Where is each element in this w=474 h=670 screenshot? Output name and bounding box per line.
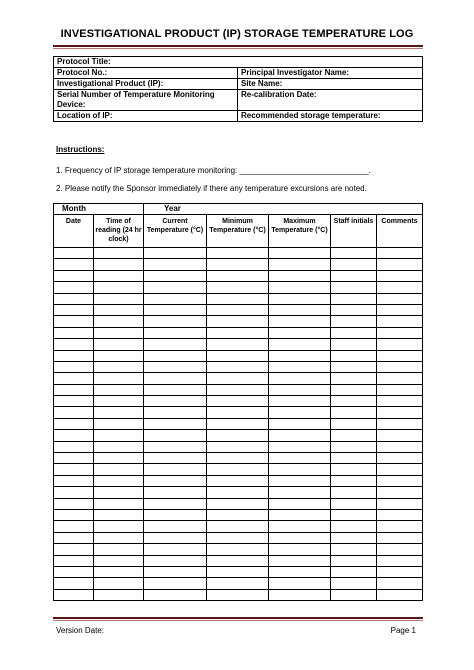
cell-current-temp[interactable]	[144, 578, 207, 589]
cell-staff-initials[interactable]	[331, 441, 377, 452]
column-header-min-temp: Minimum Temperature (°C)	[207, 215, 269, 248]
cell-current-temp[interactable]	[144, 373, 207, 384]
cell-min-temp[interactable]	[207, 407, 269, 418]
column-header-staff-initials: Staff initials	[331, 215, 377, 248]
cell-staff-initials[interactable]	[331, 350, 377, 361]
table-row	[54, 373, 423, 384]
principal-investigator-field[interactable]: Principal Investigator Name:	[238, 68, 423, 79]
cell-date[interactable]	[54, 532, 94, 543]
instructions-heading: Instructions:	[56, 145, 105, 154]
cell-current-temp[interactable]	[144, 248, 207, 259]
cell-max-temp[interactable]	[269, 453, 331, 464]
cell-staff-initials[interactable]	[331, 521, 377, 532]
cell-comments[interactable]	[377, 441, 423, 452]
cell-current-temp[interactable]	[144, 418, 207, 429]
cell-time[interactable]	[94, 464, 144, 475]
cell-time[interactable]	[94, 373, 144, 384]
footer-divider	[53, 617, 423, 619]
cell-staff-initials[interactable]	[331, 373, 377, 384]
cell-max-temp[interactable]	[269, 578, 331, 589]
cell-time[interactable]	[94, 304, 144, 315]
cell-date[interactable]	[54, 578, 94, 589]
cell-comments[interactable]	[377, 407, 423, 418]
cell-min-temp[interactable]	[207, 270, 269, 281]
cell-date[interactable]	[54, 248, 94, 259]
cell-current-temp[interactable]	[144, 384, 207, 395]
cell-current-temp[interactable]	[144, 350, 207, 361]
temperature-log-table	[53, 203, 423, 601]
cell-staff-initials[interactable]	[331, 566, 377, 577]
cell-max-temp[interactable]	[269, 521, 331, 532]
cell-min-temp[interactable]	[207, 544, 269, 555]
cell-date[interactable]	[54, 487, 94, 498]
cell-comments[interactable]	[377, 270, 423, 281]
cell-date[interactable]	[54, 430, 94, 441]
cell-comments[interactable]	[377, 498, 423, 509]
column-header-max-temp: Maximum Temperature (°C)	[269, 215, 331, 248]
cell-min-temp[interactable]	[207, 487, 269, 498]
cell-date[interactable]	[54, 544, 94, 555]
cell-current-temp[interactable]	[144, 304, 207, 315]
cell-max-temp[interactable]	[269, 544, 331, 555]
cell-staff-initials[interactable]	[331, 270, 377, 281]
cell-max-temp[interactable]	[269, 270, 331, 281]
cell-current-temp[interactable]	[144, 589, 207, 600]
cell-date[interactable]	[54, 453, 94, 464]
cell-time[interactable]	[94, 339, 144, 350]
cell-current-temp[interactable]	[144, 293, 207, 304]
table-row	[54, 498, 423, 509]
cell-comments[interactable]	[377, 259, 423, 270]
table-row	[54, 327, 423, 338]
cell-time[interactable]	[94, 498, 144, 509]
cell-comments[interactable]	[377, 453, 423, 464]
cell-staff-initials[interactable]	[331, 396, 377, 407]
investigational-product-field[interactable]: Investigational Product (IP):	[54, 79, 238, 90]
table-row	[54, 293, 423, 304]
table-row	[54, 384, 423, 395]
cell-current-temp[interactable]	[144, 396, 207, 407]
cell-time[interactable]	[94, 396, 144, 407]
cell-min-temp[interactable]	[207, 418, 269, 429]
cell-time[interactable]	[94, 475, 144, 486]
cell-comments[interactable]	[377, 521, 423, 532]
table-row	[54, 316, 423, 327]
cell-date[interactable]	[54, 589, 94, 600]
cell-max-temp[interactable]	[269, 441, 331, 452]
cell-comments[interactable]	[377, 327, 423, 338]
table-row	[54, 566, 423, 577]
cell-date[interactable]	[54, 304, 94, 315]
table-row	[54, 487, 423, 498]
protocol-no-field[interactable]: Protocol No.:	[54, 68, 238, 79]
cell-date[interactable]	[54, 361, 94, 372]
cell-max-temp[interactable]	[269, 487, 331, 498]
cell-time[interactable]	[94, 555, 144, 566]
cell-staff-initials[interactable]	[331, 384, 377, 395]
cell-time[interactable]	[94, 270, 144, 281]
cell-comments[interactable]	[377, 384, 423, 395]
table-row	[54, 350, 423, 361]
cell-staff-initials[interactable]	[331, 316, 377, 327]
cell-time[interactable]	[94, 544, 144, 555]
cell-time[interactable]	[94, 350, 144, 361]
cell-date[interactable]	[54, 282, 94, 293]
recommended-storage-field[interactable]: Recommended storage temperature:	[238, 111, 423, 122]
cell-date[interactable]	[54, 464, 94, 475]
cell-max-temp[interactable]	[269, 248, 331, 259]
cell-min-temp[interactable]	[207, 282, 269, 293]
year-label[interactable]: Year	[144, 204, 423, 215]
table-row	[54, 248, 423, 259]
table-row	[54, 361, 423, 372]
cell-date[interactable]	[54, 407, 94, 418]
table-row	[54, 475, 423, 486]
cell-date[interactable]	[54, 339, 94, 350]
cell-time[interactable]	[94, 441, 144, 452]
cell-current-temp[interactable]	[144, 282, 207, 293]
title-divider-light	[53, 48, 423, 49]
cell-comments[interactable]	[377, 475, 423, 486]
cell-staff-initials[interactable]	[331, 293, 377, 304]
column-header-time: Time of reading (24 hr clock)	[94, 215, 144, 248]
cell-max-temp[interactable]	[269, 259, 331, 270]
cell-current-temp[interactable]	[144, 464, 207, 475]
cell-current-temp[interactable]	[144, 555, 207, 566]
cell-min-temp[interactable]	[207, 566, 269, 577]
location-field[interactable]: Location of IP:	[54, 111, 238, 122]
column-header-date: Date	[54, 215, 94, 248]
cell-min-temp[interactable]	[207, 327, 269, 338]
cell-time[interactable]	[94, 282, 144, 293]
cell-time[interactable]	[94, 487, 144, 498]
cell-comments[interactable]	[377, 373, 423, 384]
cell-date[interactable]	[54, 498, 94, 509]
cell-min-temp[interactable]	[207, 259, 269, 270]
table-row	[54, 578, 423, 589]
cell-max-temp[interactable]	[269, 475, 331, 486]
cell-min-temp[interactable]	[207, 498, 269, 509]
cell-current-temp[interactable]	[144, 361, 207, 372]
cell-time[interactable]	[94, 259, 144, 270]
cell-date[interactable]	[54, 555, 94, 566]
cell-staff-initials[interactable]	[331, 464, 377, 475]
cell-max-temp[interactable]	[269, 373, 331, 384]
cell-comments[interactable]	[377, 509, 423, 520]
serial-number-field[interactable]: Serial Number of Temperature Monitoring Device:	[54, 90, 238, 111]
cell-staff-initials[interactable]	[331, 259, 377, 270]
table-row	[54, 304, 423, 315]
cell-date[interactable]	[54, 418, 94, 429]
cell-max-temp[interactable]	[269, 509, 331, 520]
cell-comments[interactable]	[377, 589, 423, 600]
cell-min-temp[interactable]	[207, 384, 269, 395]
table-row	[54, 441, 423, 452]
cell-max-temp[interactable]	[269, 350, 331, 361]
cell-max-temp[interactable]	[269, 532, 331, 543]
cell-min-temp[interactable]	[207, 441, 269, 452]
version-date: Version Date:	[56, 626, 105, 635]
table-row	[54, 509, 423, 520]
cell-comments[interactable]	[377, 361, 423, 372]
cell-date[interactable]	[54, 270, 94, 281]
cell-staff-initials[interactable]	[331, 555, 377, 566]
cell-date[interactable]	[54, 521, 94, 532]
cell-date[interactable]	[54, 293, 94, 304]
cell-staff-initials[interactable]	[331, 361, 377, 372]
cell-comments[interactable]	[377, 396, 423, 407]
footer-divider-light	[53, 620, 423, 621]
cell-time[interactable]	[94, 361, 144, 372]
instruction-item-1: 1. Frequency of IP storage temperature monitoring: _____________________________.	[56, 166, 371, 175]
cell-max-temp[interactable]	[269, 293, 331, 304]
cell-min-temp[interactable]	[207, 373, 269, 384]
month-label[interactable]: Month	[54, 204, 144, 215]
cell-time[interactable]	[94, 430, 144, 441]
cell-current-temp[interactable]	[144, 532, 207, 543]
title-divider	[53, 45, 423, 47]
cell-min-temp[interactable]	[207, 589, 269, 600]
cell-date[interactable]	[54, 566, 94, 577]
cell-current-temp[interactable]	[144, 566, 207, 577]
cell-date[interactable]	[54, 396, 94, 407]
table-row	[54, 555, 423, 566]
cell-current-temp[interactable]	[144, 316, 207, 327]
cell-date[interactable]	[54, 350, 94, 361]
cell-comments[interactable]	[377, 578, 423, 589]
cell-staff-initials[interactable]	[331, 578, 377, 589]
cell-date[interactable]	[54, 384, 94, 395]
cell-max-temp[interactable]	[269, 566, 331, 577]
instruction-item-2: 2. Please notify the Sponsor immediately if there any temperature excursions are noted.	[56, 184, 367, 193]
cell-comments[interactable]	[377, 282, 423, 293]
cell-time[interactable]	[94, 407, 144, 418]
cell-staff-initials[interactable]	[331, 453, 377, 464]
cell-max-temp[interactable]	[269, 339, 331, 350]
cell-time[interactable]	[94, 578, 144, 589]
cell-staff-initials[interactable]	[331, 532, 377, 543]
table-row	[54, 259, 423, 270]
cell-time[interactable]	[94, 316, 144, 327]
table-row	[54, 430, 423, 441]
page-number: Page 1	[390, 626, 416, 635]
cell-current-temp[interactable]	[144, 509, 207, 520]
cell-max-temp[interactable]	[269, 327, 331, 338]
cell-current-temp[interactable]	[144, 270, 207, 281]
cell-min-temp[interactable]	[207, 293, 269, 304]
cell-comments[interactable]	[377, 316, 423, 327]
cell-current-temp[interactable]	[144, 475, 207, 486]
cell-comments[interactable]	[377, 304, 423, 315]
table-row	[54, 270, 423, 281]
cell-max-temp[interactable]	[269, 589, 331, 600]
cell-time[interactable]	[94, 532, 144, 543]
cell-comments[interactable]	[377, 544, 423, 555]
cell-current-temp[interactable]	[144, 521, 207, 532]
cell-comments[interactable]	[377, 555, 423, 566]
cell-min-temp[interactable]	[207, 532, 269, 543]
cell-min-temp[interactable]	[207, 578, 269, 589]
cell-current-temp[interactable]	[144, 441, 207, 452]
cell-staff-initials[interactable]	[331, 509, 377, 520]
table-row	[54, 453, 423, 464]
cell-time[interactable]	[94, 248, 144, 259]
table-row	[54, 544, 423, 555]
cell-staff-initials[interactable]	[331, 418, 377, 429]
cell-comments[interactable]	[377, 430, 423, 441]
cell-staff-initials[interactable]	[331, 339, 377, 350]
cell-min-temp[interactable]	[207, 521, 269, 532]
column-header-current-temp: Current Temperature (°C)	[144, 215, 207, 248]
cell-time[interactable]	[94, 509, 144, 520]
cell-max-temp[interactable]	[269, 498, 331, 509]
cell-min-temp[interactable]	[207, 430, 269, 441]
cell-current-temp[interactable]	[144, 339, 207, 350]
cell-time[interactable]	[94, 521, 144, 532]
site-name-field[interactable]: Site Name:	[238, 79, 423, 90]
cell-min-temp[interactable]	[207, 361, 269, 372]
table-row	[54, 418, 423, 429]
table-row	[54, 282, 423, 293]
table-row	[54, 339, 423, 350]
cell-date[interactable]	[54, 441, 94, 452]
cell-comments[interactable]	[377, 464, 423, 475]
table-row	[54, 407, 423, 418]
cell-date[interactable]	[54, 509, 94, 520]
cell-max-temp[interactable]	[269, 555, 331, 566]
cell-current-temp[interactable]	[144, 327, 207, 338]
cell-current-temp[interactable]	[144, 498, 207, 509]
cell-staff-initials[interactable]	[331, 430, 377, 441]
cell-date[interactable]	[54, 475, 94, 486]
protocol-title-field[interactable]: Protocol Title:	[54, 57, 423, 68]
cell-time[interactable]	[94, 418, 144, 429]
cell-min-temp[interactable]	[207, 509, 269, 520]
cell-current-temp[interactable]	[144, 487, 207, 498]
cell-date[interactable]	[54, 373, 94, 384]
cell-min-temp[interactable]	[207, 475, 269, 486]
cell-staff-initials[interactable]	[331, 327, 377, 338]
cell-max-temp[interactable]	[269, 418, 331, 429]
cell-current-temp[interactable]	[144, 453, 207, 464]
cell-staff-initials[interactable]	[331, 475, 377, 486]
cell-time[interactable]	[94, 327, 144, 338]
cell-max-temp[interactable]	[269, 384, 331, 395]
cell-time[interactable]	[94, 293, 144, 304]
cell-staff-initials[interactable]	[331, 407, 377, 418]
cell-comments[interactable]	[377, 532, 423, 543]
cell-comments[interactable]	[377, 293, 423, 304]
cell-staff-initials[interactable]	[331, 282, 377, 293]
cell-max-temp[interactable]	[269, 304, 331, 315]
cell-staff-initials[interactable]	[331, 248, 377, 259]
cell-time[interactable]	[94, 384, 144, 395]
cell-current-temp[interactable]	[144, 544, 207, 555]
cell-current-temp[interactable]	[144, 259, 207, 270]
column-header-comments: Comments	[377, 215, 423, 248]
cell-max-temp[interactable]	[269, 361, 331, 372]
cell-current-temp[interactable]	[144, 407, 207, 418]
cell-time[interactable]	[94, 453, 144, 464]
cell-min-temp[interactable]	[207, 464, 269, 475]
cell-min-temp[interactable]	[207, 248, 269, 259]
cell-comments[interactable]	[377, 339, 423, 350]
cell-max-temp[interactable]	[269, 407, 331, 418]
cell-max-temp[interactable]	[269, 396, 331, 407]
cell-staff-initials[interactable]	[331, 498, 377, 509]
cell-comments[interactable]	[377, 487, 423, 498]
cell-staff-initials[interactable]	[331, 589, 377, 600]
cell-time[interactable]	[94, 589, 144, 600]
cell-comments[interactable]	[377, 418, 423, 429]
cell-max-temp[interactable]	[269, 316, 331, 327]
document-title: INVESTIGATIONAL PRODUCT (IP) STORAGE TEMPERATURE LOG	[60, 28, 414, 40]
cell-staff-initials[interactable]	[331, 304, 377, 315]
cell-min-temp[interactable]	[207, 555, 269, 566]
cell-date[interactable]	[54, 316, 94, 327]
table-row	[54, 532, 423, 543]
cell-min-temp[interactable]	[207, 304, 269, 315]
recalibration-date-field[interactable]: Re-calibration Date:	[238, 90, 423, 111]
cell-staff-initials[interactable]	[331, 544, 377, 555]
table-row	[54, 464, 423, 475]
cell-min-temp[interactable]	[207, 339, 269, 350]
cell-min-temp[interactable]	[207, 453, 269, 464]
cell-min-temp[interactable]	[207, 396, 269, 407]
table-row	[54, 589, 423, 600]
cell-min-temp[interactable]	[207, 350, 269, 361]
cell-comments[interactable]	[377, 350, 423, 361]
table-row	[54, 396, 423, 407]
cell-comments[interactable]	[377, 248, 423, 259]
table-row	[54, 521, 423, 532]
cell-min-temp[interactable]	[207, 316, 269, 327]
cell-time[interactable]	[94, 566, 144, 577]
cell-current-temp[interactable]	[144, 430, 207, 441]
cell-staff-initials[interactable]	[331, 487, 377, 498]
cell-comments[interactable]	[377, 566, 423, 577]
cell-date[interactable]	[54, 259, 94, 270]
cell-max-temp[interactable]	[269, 282, 331, 293]
cell-max-temp[interactable]	[269, 464, 331, 475]
cell-max-temp[interactable]	[269, 430, 331, 441]
cell-date[interactable]	[54, 327, 94, 338]
protocol-info-table	[53, 56, 423, 122]
